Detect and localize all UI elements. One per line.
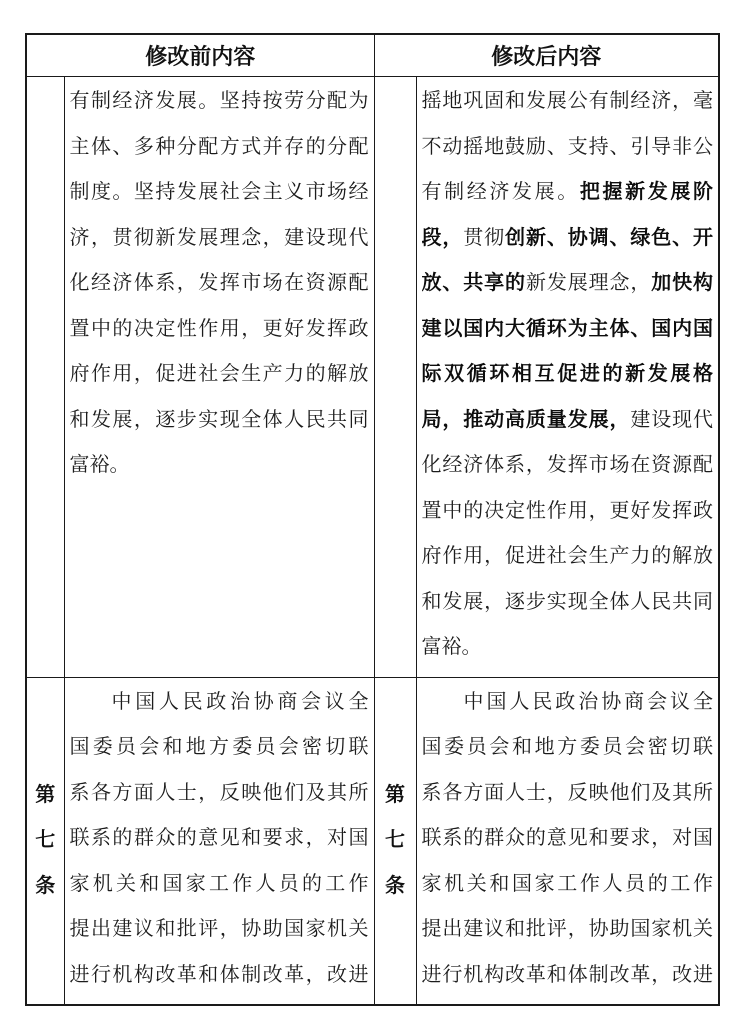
text-run: 不动摇地鼓励、支持、引导非公: [421, 135, 713, 158]
content-after: [416, 77, 719, 678]
text-line: [70, 953, 369, 999]
text-run: 济，贯彻新发展理念，建设现代: [69, 226, 369, 249]
text-line: [70, 398, 369, 444]
column-header-after: 修改后内容: [374, 34, 719, 77]
text-run: 进行机构改革和体制改革，改进: [421, 963, 713, 986]
text-line: [70, 816, 369, 862]
article-char: 七: [35, 829, 56, 851]
text-run: 家机关和国家工作人员的工作: [69, 872, 369, 895]
text-run: 系各方面人士，反映他们及其所: [421, 781, 713, 804]
article-char: 第: [385, 783, 405, 806]
content-before: [64, 677, 374, 1005]
header-row: [26, 34, 719, 77]
text-run: 主体、多种分配方式并存的分配: [69, 135, 369, 158]
emphasized-text-run: 建以国内大循环为主体、国内国: [421, 317, 713, 340]
article-char: 条: [35, 874, 56, 897]
text-run: 中国人民政治协商会议全: [111, 690, 369, 713]
text-run: 置中的决定性作用，更好发挥政: [69, 317, 369, 340]
table-body: [26, 77, 719, 1006]
content-after: [416, 677, 719, 1005]
text-run: 建设现代: [630, 408, 713, 431]
emphasized-text-run: 际双循环相互促进的新发展格: [421, 363, 713, 385]
article-number-before: [26, 677, 64, 1005]
text-line: [422, 771, 714, 817]
text-run: 化经济体系，发挥市场在资源配: [69, 272, 369, 294]
text-run: 家机关和国家工作人员的工作: [421, 872, 713, 895]
text-line: [422, 261, 714, 307]
emphasized-text-run: 放、共享的: [421, 272, 526, 294]
text-line: [70, 261, 369, 307]
text-line: [70, 771, 369, 817]
text-line: [422, 534, 714, 580]
text-run: 国委员会和地方委员会密切联: [421, 736, 713, 758]
text-line: [70, 907, 369, 953]
text-run: 新发展理念，: [525, 272, 652, 294]
text-run: 和发展，逐步实现全体人民共同: [421, 590, 713, 613]
article-char: 第: [35, 783, 56, 806]
text-run: 化经济体系，发挥市场在资源配: [421, 454, 713, 476]
text-run: 置中的决定性作用，更好发挥政: [421, 499, 713, 522]
emphasized-text-run: 局，推动高质量发展，: [421, 408, 631, 431]
text-run: 系各方面人士，反映他们及其所: [69, 781, 369, 804]
text-run: 中国人民政治协商会议全: [463, 690, 713, 713]
text-line: [422, 907, 714, 953]
text-line: [422, 216, 714, 262]
text-line: [422, 79, 714, 125]
text-line: [422, 862, 714, 908]
text-line: [70, 170, 369, 216]
text-run: 联系的群众的意见和要求，对国: [69, 827, 369, 849]
text-line: [422, 725, 714, 771]
text-line: [422, 352, 714, 398]
text-run: 进行机构改革和体制改革，改进: [69, 963, 369, 986]
emphasized-text-run: 创新、协调、绿色、开: [505, 226, 713, 249]
text-line: [422, 816, 714, 862]
text-run: 富裕。: [69, 454, 130, 476]
text-line: [422, 398, 714, 444]
text-line: [422, 443, 714, 489]
text-run: 提出建议和批评，协助国家机关: [421, 918, 713, 940]
text-run: 富裕。: [421, 636, 482, 658]
text-line: [70, 216, 369, 262]
text-line: [422, 625, 714, 671]
text-run: 国委员会和地方委员会密切联: [69, 736, 369, 758]
text-line: [422, 489, 714, 535]
text-run: 府作用，促进社会生产力的解放: [421, 545, 713, 567]
text-line: [422, 953, 714, 999]
text-run: 府作用，促进社会生产力的解放: [69, 363, 369, 385]
article-number-before: [26, 77, 64, 678]
article-number-after: [374, 77, 416, 678]
content-before: [64, 77, 374, 678]
text-run: 有制经济发展。坚持按劳分配为: [69, 90, 369, 112]
emphasized-text-run: 加快构: [651, 272, 713, 294]
article-char: 七: [385, 829, 405, 851]
emphasized-text-run: 段，: [421, 226, 464, 249]
text-line: [70, 680, 369, 726]
text-line: [70, 307, 369, 353]
article-number-after: [374, 677, 416, 1005]
column-header-before: 修改前内容: [26, 34, 374, 77]
text-run: 有制经济发展。: [421, 181, 580, 203]
text-line: [70, 443, 369, 489]
text-run: 和发展，逐步实现全体人民共同: [69, 408, 369, 431]
text-line: [70, 352, 369, 398]
text-run: 贯彻: [463, 226, 506, 249]
table-row: [26, 677, 719, 1005]
text-run: 摇地巩固和发展公有制经济，毫: [421, 90, 713, 112]
text-line: [70, 125, 369, 171]
text-run: 提出建议和批评，协助国家机关: [69, 918, 369, 940]
text-line: [422, 580, 714, 626]
table-row: [26, 77, 719, 678]
text-line: [422, 125, 714, 171]
text-line: [422, 307, 714, 353]
text-line: [70, 862, 369, 908]
text-line: [70, 79, 369, 125]
revision-comparison-table: [25, 33, 720, 1006]
text-run: 联系的群众的意见和要求，对国: [421, 827, 713, 849]
article-char: 条: [385, 874, 405, 897]
text-line: [70, 725, 369, 771]
text-line: [422, 170, 714, 216]
text-run: 制度。坚持发展社会主义市场经: [69, 181, 369, 203]
emphasized-text-run: 把握新发展阶: [579, 181, 713, 203]
text-line: [422, 680, 714, 726]
